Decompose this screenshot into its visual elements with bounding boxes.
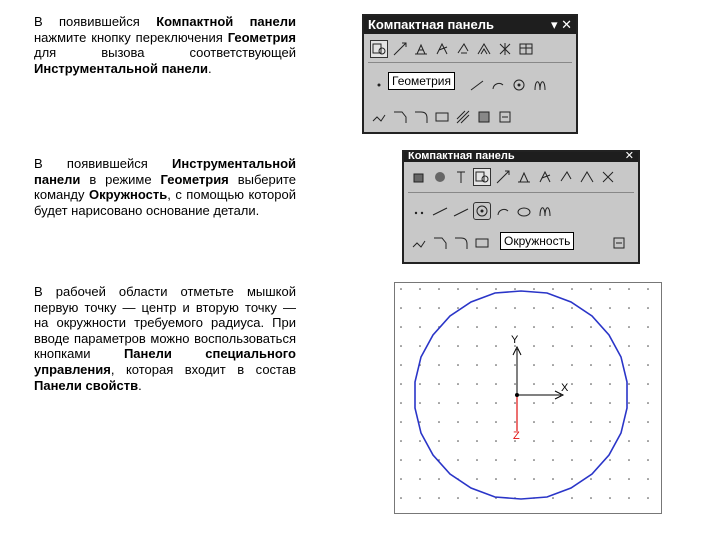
switch-buttons-row <box>410 164 617 190</box>
grid-dot <box>571 478 573 480</box>
term-compact-panel: Компактной панели <box>156 14 296 29</box>
grid-dot <box>533 364 535 366</box>
text: . <box>138 377 142 393</box>
text: выберите команду <box>34 171 296 203</box>
divider <box>368 62 572 63</box>
grid-dot <box>476 345 478 347</box>
grid-dot <box>590 383 592 385</box>
grid-dot <box>438 383 440 385</box>
grid-dot <box>400 383 402 385</box>
grid-dot <box>457 326 459 328</box>
aux-line-tool-button[interactable] <box>431 202 449 220</box>
grid-dot <box>438 440 440 442</box>
grid-dot <box>609 497 611 499</box>
sketch-switch-button[interactable] <box>452 168 470 186</box>
text: В появившейся <box>34 156 173 171</box>
polyline-icon <box>411 235 427 251</box>
grid-dot <box>609 307 611 309</box>
grid-dot <box>419 326 421 328</box>
grid-dot <box>419 459 421 461</box>
grid-dots <box>400 288 649 499</box>
notation-icon <box>413 41 429 57</box>
grid-dot <box>590 497 592 499</box>
point-tool-button[interactable] <box>410 202 428 220</box>
grid-dot <box>647 459 649 461</box>
grid-dot <box>438 402 440 404</box>
segment-icon <box>453 203 469 219</box>
point-icon <box>411 203 427 219</box>
switch-buttons-row <box>370 36 535 62</box>
grid-dot <box>400 364 402 366</box>
aux-tool-button[interactable] <box>610 234 628 252</box>
select-switch-button[interactable] <box>496 40 514 58</box>
circle-icon <box>474 203 490 219</box>
dimensions-switch-button[interactable] <box>494 168 512 186</box>
grid-dot <box>476 364 478 366</box>
param-switch-button[interactable] <box>557 168 575 186</box>
panel-title: Компактная панель <box>368 17 494 32</box>
grid-dot <box>590 364 592 366</box>
features-switch-button[interactable] <box>431 168 449 186</box>
grid-dot <box>476 459 478 461</box>
fill-tool-button[interactable] <box>475 108 493 126</box>
grid-dot <box>438 497 440 499</box>
term-tool-panel: Инструментальной панели <box>34 156 296 187</box>
grid-dot <box>533 478 535 480</box>
grid-dot <box>628 326 630 328</box>
grid-dot <box>590 440 592 442</box>
grid-dot <box>628 402 630 404</box>
grid-dot <box>552 478 554 480</box>
grid-dot <box>552 497 554 499</box>
grid-dot <box>609 345 611 347</box>
segment-icon <box>469 77 485 93</box>
grid-dot <box>647 307 649 309</box>
grid-dot <box>647 326 649 328</box>
spec-switch-button[interactable] <box>517 40 535 58</box>
grid-dot <box>571 326 573 328</box>
fillet-tool-button[interactable] <box>452 234 470 252</box>
divider <box>408 192 634 193</box>
grid-dot <box>419 383 421 385</box>
grid-dot <box>495 383 497 385</box>
grid-dot <box>457 402 459 404</box>
grid-dot <box>571 497 573 499</box>
grid-dot <box>476 402 478 404</box>
grid-dot <box>457 307 459 309</box>
grid-dot <box>514 478 516 480</box>
grid-dot <box>533 307 535 309</box>
grid-dot <box>476 326 478 328</box>
grid-dot <box>533 440 535 442</box>
text: , с помощью которой будет нарисовано основание детали. <box>34 187 297 218</box>
grid-dot <box>514 288 516 290</box>
grid-dot <box>590 326 592 328</box>
grid-dot <box>533 326 535 328</box>
curve-icon <box>532 77 548 93</box>
polyline-tool-button[interactable] <box>370 108 388 126</box>
instruction-paragraph-3 <box>34 284 296 393</box>
rectangle-icon <box>434 109 450 125</box>
grid-dot <box>514 364 516 366</box>
grid-dot <box>514 307 516 309</box>
compact-panel-1 <box>362 14 578 134</box>
z-axis-label: Z <box>513 430 520 442</box>
grid-dot <box>476 421 478 423</box>
grid-dot <box>552 288 554 290</box>
grid-dot <box>571 402 573 404</box>
grid-dot <box>457 345 459 347</box>
curve-icon <box>537 203 553 219</box>
grid-dot <box>628 440 630 442</box>
grid-dot <box>457 364 459 366</box>
grid-dot <box>438 421 440 423</box>
grid-dot <box>419 345 421 347</box>
notation-icon <box>516 169 532 185</box>
term-circle: Окружность <box>89 187 168 203</box>
grid-dot <box>647 402 649 404</box>
aux-line-icon <box>432 203 448 219</box>
text: нажмите кнопку переключения <box>34 29 228 45</box>
grid-dot <box>628 421 630 423</box>
instruction-paragraph-2 <box>34 156 296 218</box>
grid-dot <box>438 288 440 290</box>
grid-dot <box>419 497 421 499</box>
grid-dot <box>552 364 554 366</box>
curve-tool-button[interactable] <box>531 76 549 94</box>
circle-icon <box>511 77 527 93</box>
grid-dot <box>438 478 440 480</box>
grid-dot <box>609 364 611 366</box>
grid-dot <box>400 440 402 442</box>
grid-dot <box>590 345 592 347</box>
drawing-canvas[interactable] <box>395 283 661 513</box>
grid-dot <box>628 345 630 347</box>
grid-dot <box>419 478 421 480</box>
line-tool-button[interactable] <box>468 76 486 94</box>
tools-row-1 <box>410 198 554 224</box>
ellipse-tool-button[interactable] <box>515 202 533 220</box>
tools-row-2 <box>370 104 514 130</box>
grid-dot <box>571 288 573 290</box>
grid-dot <box>590 478 592 480</box>
chamfer-icon <box>432 235 448 251</box>
grid-dot <box>609 288 611 290</box>
arc-tool-button[interactable] <box>489 76 507 94</box>
titlebar-controls[interactable]: ✕ <box>624 152 634 162</box>
grid-dot <box>457 440 459 442</box>
grid-dot <box>571 421 573 423</box>
grid-dot <box>609 383 611 385</box>
curve-tool-button[interactable] <box>536 202 554 220</box>
notation-switch-button[interactable] <box>515 168 533 186</box>
grid-dot <box>571 364 573 366</box>
grid-dot <box>533 459 535 461</box>
term-geometry: Геометрия <box>227 29 296 45</box>
chamfer-icon <box>392 109 408 125</box>
grid-dot <box>628 459 630 461</box>
grid-dot <box>571 459 573 461</box>
grid-dot <box>476 383 478 385</box>
grid-dot <box>495 421 497 423</box>
x-axis-label: X <box>561 382 569 394</box>
grid-dot <box>495 364 497 366</box>
text: в режиме <box>80 171 161 187</box>
grid-dot <box>495 440 497 442</box>
grid-dot <box>457 383 459 385</box>
rectangle-tool-button[interactable] <box>473 234 491 252</box>
grid-dot <box>628 307 630 309</box>
grid-dot <box>514 326 516 328</box>
grid-dot <box>647 288 649 290</box>
grid-dot <box>400 345 402 347</box>
geometry-switch-button[interactable] <box>370 40 388 58</box>
fillet-icon <box>453 235 469 251</box>
edit-icon <box>434 41 450 57</box>
grid-dot <box>552 402 554 404</box>
arc-icon <box>490 77 506 93</box>
edit-switch-button[interactable] <box>536 168 554 186</box>
instruction-paragraph-1 <box>34 14 296 76</box>
pin-icon <box>453 169 469 185</box>
grid-dot <box>495 288 497 290</box>
grid-dot <box>419 307 421 309</box>
grid-dot <box>552 326 554 328</box>
grid-dot <box>400 478 402 480</box>
grid-dot <box>438 364 440 366</box>
dimension-icon <box>392 41 408 57</box>
geometry-switch-button[interactable] <box>473 168 491 186</box>
ellipse-icon <box>516 203 532 219</box>
text: для вызова соответствующей <box>34 45 296 61</box>
text: , которая входит в состав <box>110 361 296 377</box>
grid-dot <box>495 345 497 347</box>
fillet-tool-button[interactable] <box>412 108 430 126</box>
tooltip: Геометрия <box>388 72 455 90</box>
grid-dot <box>495 402 497 404</box>
point-tool-button[interactable] <box>370 76 388 94</box>
term-tool-panel: Инструментальной панели <box>34 60 208 76</box>
grid-dot <box>533 421 535 423</box>
select-icon <box>497 41 513 57</box>
auxiliary-icon <box>497 109 513 125</box>
point-icon <box>371 77 387 93</box>
parametrize-icon <box>558 169 574 185</box>
arc-icon <box>495 203 511 219</box>
arc-tool-button[interactable] <box>494 202 512 220</box>
grid-dot <box>533 345 535 347</box>
grid-dot <box>590 459 592 461</box>
fill-icon <box>476 109 492 125</box>
grid-dot <box>400 497 402 499</box>
grid-dot <box>400 326 402 328</box>
grid-dot <box>457 421 459 423</box>
measure-switch-button[interactable] <box>475 40 493 58</box>
grid-dot <box>552 459 554 461</box>
rectangle-tool-button[interactable] <box>433 108 451 126</box>
geometry-icon <box>371 41 387 57</box>
grid-dot <box>495 307 497 309</box>
dimension-icon <box>495 169 511 185</box>
grid-dot <box>590 288 592 290</box>
table-icon <box>518 41 534 57</box>
grid-dot <box>552 345 554 347</box>
grid-dot <box>628 478 630 480</box>
grid-dot <box>400 421 402 423</box>
grid-dot <box>628 497 630 499</box>
grid-dot <box>419 440 421 442</box>
grid-dot <box>457 459 459 461</box>
grid-dot <box>400 402 402 404</box>
titlebar-controls[interactable]: ▾ ✕ <box>550 17 572 32</box>
grid-dot <box>495 459 497 461</box>
grid-dot <box>533 288 535 290</box>
grid-dot <box>400 288 402 290</box>
grid-dot <box>647 497 649 499</box>
features-icon <box>432 169 448 185</box>
term-geometry: Геометрия <box>160 171 229 187</box>
circle-tool-button[interactable] <box>510 76 528 94</box>
grid-dot <box>457 288 459 290</box>
parametrize-icon <box>455 41 471 57</box>
grid-dot <box>476 497 478 499</box>
param-switch-button[interactable] <box>454 40 472 58</box>
grid-dot <box>628 383 630 385</box>
grid-dot <box>533 383 535 385</box>
grid-dot <box>400 307 402 309</box>
measure-icon <box>579 169 595 185</box>
select-switch-button[interactable] <box>599 168 617 186</box>
grid-dot <box>609 402 611 404</box>
grid-dot <box>476 440 478 442</box>
chamfer-tool-button[interactable] <box>391 108 409 126</box>
solid-switch-button[interactable] <box>410 168 428 186</box>
panel-title: Компактная панель <box>408 152 515 162</box>
grid-dot <box>476 478 478 480</box>
grid-dot <box>476 307 478 309</box>
grid-dot <box>647 478 649 480</box>
text: В рабочей области отметьте мышкой первую точку — центр и вторую точку — на окружности требуемого радиуса. При вводе параметров можно воспользоваться кнопками <box>34 284 296 362</box>
compact-panel-2 <box>402 150 640 264</box>
dimensions-switch-button[interactable] <box>391 40 409 58</box>
grid-dot <box>609 459 611 461</box>
tooltip: Окружность <box>500 232 574 250</box>
polyline-icon <box>371 109 387 125</box>
grid-dot <box>647 383 649 385</box>
grid-dot <box>514 421 516 423</box>
grid-dot <box>400 459 402 461</box>
grid-dot <box>590 421 592 423</box>
grid-dot <box>495 326 497 328</box>
grid-dot <box>609 326 611 328</box>
grid-dot <box>552 440 554 442</box>
grid-dot <box>438 345 440 347</box>
text: В появившейся <box>34 14 157 29</box>
grid-dot <box>514 459 516 461</box>
grid-dot <box>552 421 554 423</box>
grid-dot <box>419 288 421 290</box>
grid-dot <box>419 421 421 423</box>
grid-dot <box>514 402 516 404</box>
grid-dot <box>514 383 516 385</box>
cube-icon <box>411 169 427 185</box>
drawing-workspace[interactable] <box>394 282 662 514</box>
grid-dot <box>571 440 573 442</box>
grid-dot <box>552 383 554 385</box>
text: . <box>207 60 212 76</box>
grid-dot <box>476 288 478 290</box>
grid-dot <box>419 402 421 404</box>
polyline-tool-button[interactable] <box>410 234 428 252</box>
grid-dot <box>571 307 573 309</box>
select-icon <box>600 169 616 185</box>
grid-dot <box>647 345 649 347</box>
auxiliary-icon <box>611 235 627 251</box>
grid-dot <box>590 402 592 404</box>
circle-tool-button[interactable] <box>473 202 491 220</box>
grid-dot <box>438 307 440 309</box>
chamfer-tool-button[interactable] <box>431 234 449 252</box>
grid-dot <box>495 478 497 480</box>
grid-dot <box>647 421 649 423</box>
geometry-icon <box>474 169 490 185</box>
grid-dot <box>533 402 535 404</box>
measure-icon <box>476 41 492 57</box>
edit-icon <box>537 169 553 185</box>
grid-dot <box>647 440 649 442</box>
aux-tool-button[interactable] <box>496 108 514 126</box>
grid-dot <box>571 345 573 347</box>
rectangle-icon <box>474 235 490 251</box>
grid-dot <box>609 478 611 480</box>
grid-dot <box>628 288 630 290</box>
hatch-tool-button[interactable] <box>454 108 472 126</box>
term-properties-panel: Панели свойств <box>34 377 139 393</box>
grid-dot <box>628 364 630 366</box>
grid-dot <box>457 497 459 499</box>
panel-titlebar <box>404 152 638 162</box>
origin-point[interactable] <box>515 393 519 397</box>
grid-dot <box>552 307 554 309</box>
edit-switch-button[interactable] <box>433 40 451 58</box>
grid-dot <box>609 440 611 442</box>
grid-dot <box>609 421 611 423</box>
grid-dot <box>571 383 573 385</box>
tools-row-2 <box>410 230 491 256</box>
hatch-icon <box>455 109 471 125</box>
grid-dot <box>647 364 649 366</box>
fillet-icon <box>413 109 429 125</box>
term-special-control-panel: Панели специального управления <box>34 346 296 377</box>
line-tool-button[interactable] <box>452 202 470 220</box>
y-axis-label: Y <box>511 334 519 346</box>
measure-switch-button[interactable] <box>578 168 596 186</box>
panel-titlebar <box>364 16 576 34</box>
grid-dot <box>590 307 592 309</box>
notation-switch-button[interactable] <box>412 40 430 58</box>
